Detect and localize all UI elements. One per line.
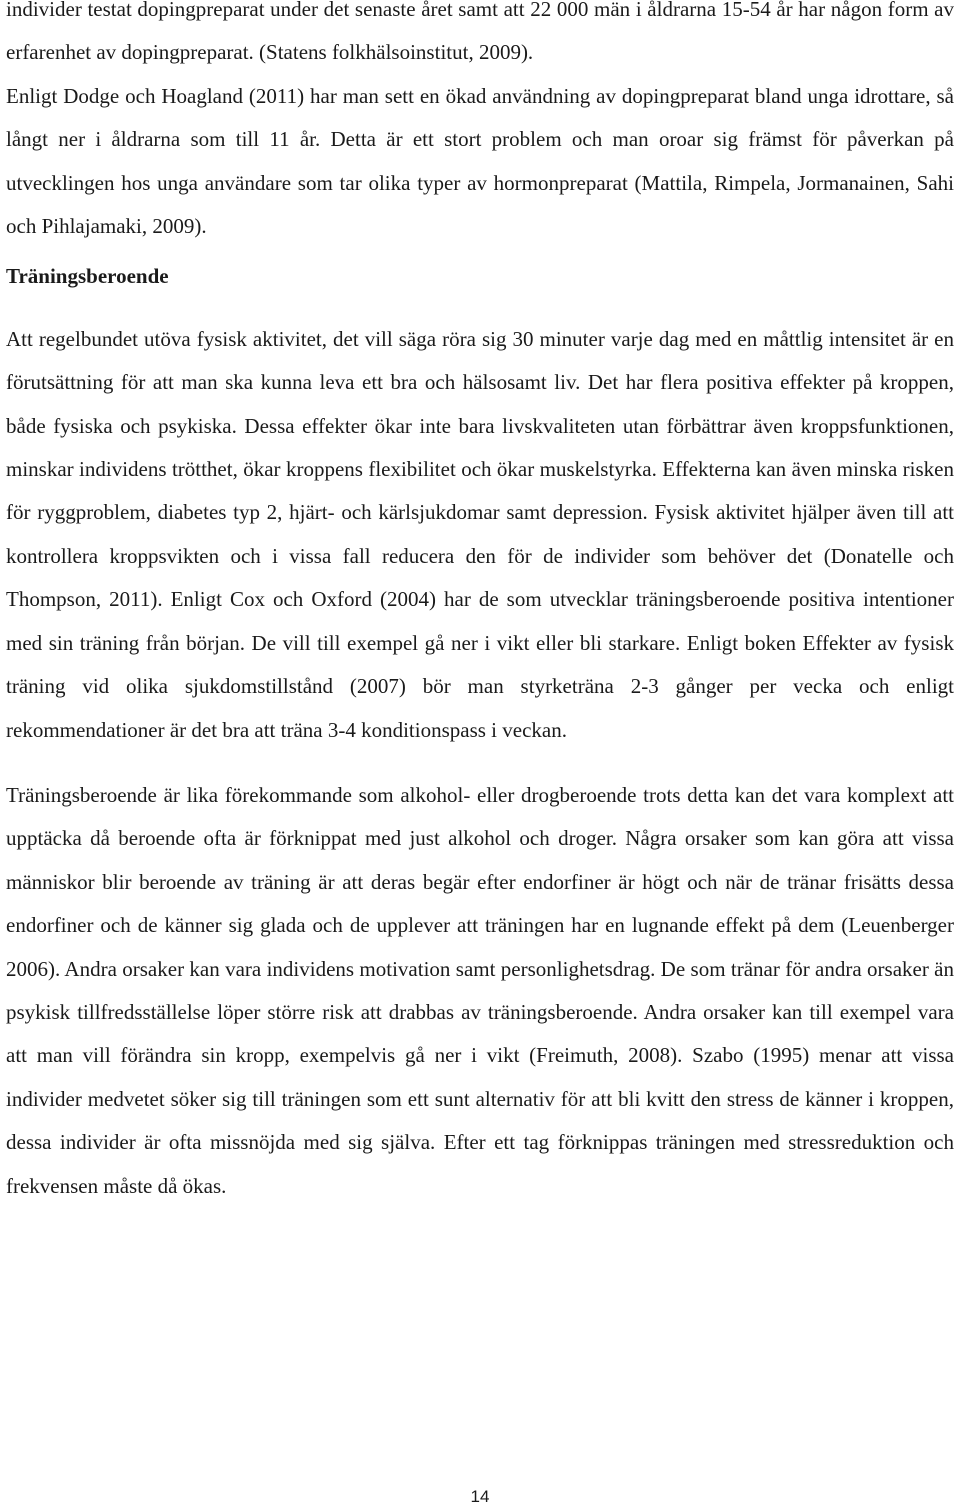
paragraph-young-athletes: Enligt Dodge och Hoagland (2011) har man sett en ökad användning av dopingpreparat bland unga idrottare, så långt ner i åldrarna som till 11 år. Detta är ett stort problem och man oroar sig främst för påverkan på utvecklingen hos unga användare som tar olika typer av hormonpreparat (Mattila, Rimpela, Jormanainen, Sahi och Pihlajamaki, 2009). bbox=[6, 83, 954, 239]
paragraph-doping-statistics: individer testat dopingpreparat under det senaste året samt att 22 000 män i åldrarna 15-54 år har någon form av erfarenhet av dopingpreparat. (Statens folkhälsoinstitut, 2009). bbox=[6, 0, 954, 65]
spacer bbox=[6, 752, 954, 774]
paragraph-exercise-addiction: Träningsberoende är lika förekommande som alkohol- eller drogberoende trots detta kan det vara komplext att upptäcka då beroende ofta är förknippat med just alkohol och droger. Några orsaker som kan göra att vissa människor blir beroende av träning är att deras begär efter endorfiner är högt och när de tränar frisätts dessa endorfiner och de känner sig glada och de upplever att träningen har en lugnande effekt på dem (Leuenberger 2006). Andra orsaker kan vara individens motivation samt personlighetsdrag. De som tränar för andra orsaker än psykisk tillfredsställelse löper större risk att drabbas av träningsberoende. Andra orsaker kan till exempel vara att man vill förändra sin kropp, exempelvis gå ner i vikt (Freimuth, 2008). Szabo (1995) menar att vissa individer medvetet söker sig till träningen som ett sunt alternativ för att bli kvitt den stress de känner i kroppen, dessa individer är ofta missnöjda med sig själva. Efter ett tag förknippas träningen med stressreduktion och frekvensen måste då ökas. bbox=[6, 782, 954, 1198]
section-heading: Träningsberoende bbox=[6, 264, 169, 289]
paragraph-physical-activity: Att regelbundet utöva fysisk aktivitet, det vill säga röra sig 30 minuter varje dag med en måttlig intensitet är en förutsättning för att man ska kunna leva ett bra och hälsosamt liv. Det har flera positiva effekter på kroppen, både fysiska och psykiska. Dessa effekter ökar inte bara livskvaliteten utan förbättrar även kroppsfunktionen, minskar individens trötthet, ökar kroppens flexibilitet och ökar muskelstyrka. Effekterna kan även minska risken för ryggproblem, diabetes typ 2, hjärt- och kärlsjukdomar samt depression. Fysisk aktivitet hjälper även till att kontrollera kroppsvikten och i vissa fall reducera den för de individer som behöver det (Donatelle och Thompson, 2011). Enligt Cox och Oxford (2004) har de som utvecklar träningsberoende positiva intentioner med sin träning från början. De vill till exempel gå ner i vikt eller bli starkare. Enligt boken Effekter av fysisk träning vid olika sjukdomstillstånd (2007) bör man styrketräna 2-3 gånger per vecka och enligt rekommendationer är det bra att träna 3-4 konditionspass i veckan. bbox=[6, 326, 954, 742]
page-number: 14 bbox=[470, 1487, 490, 1506]
spacer bbox=[6, 299, 954, 318]
